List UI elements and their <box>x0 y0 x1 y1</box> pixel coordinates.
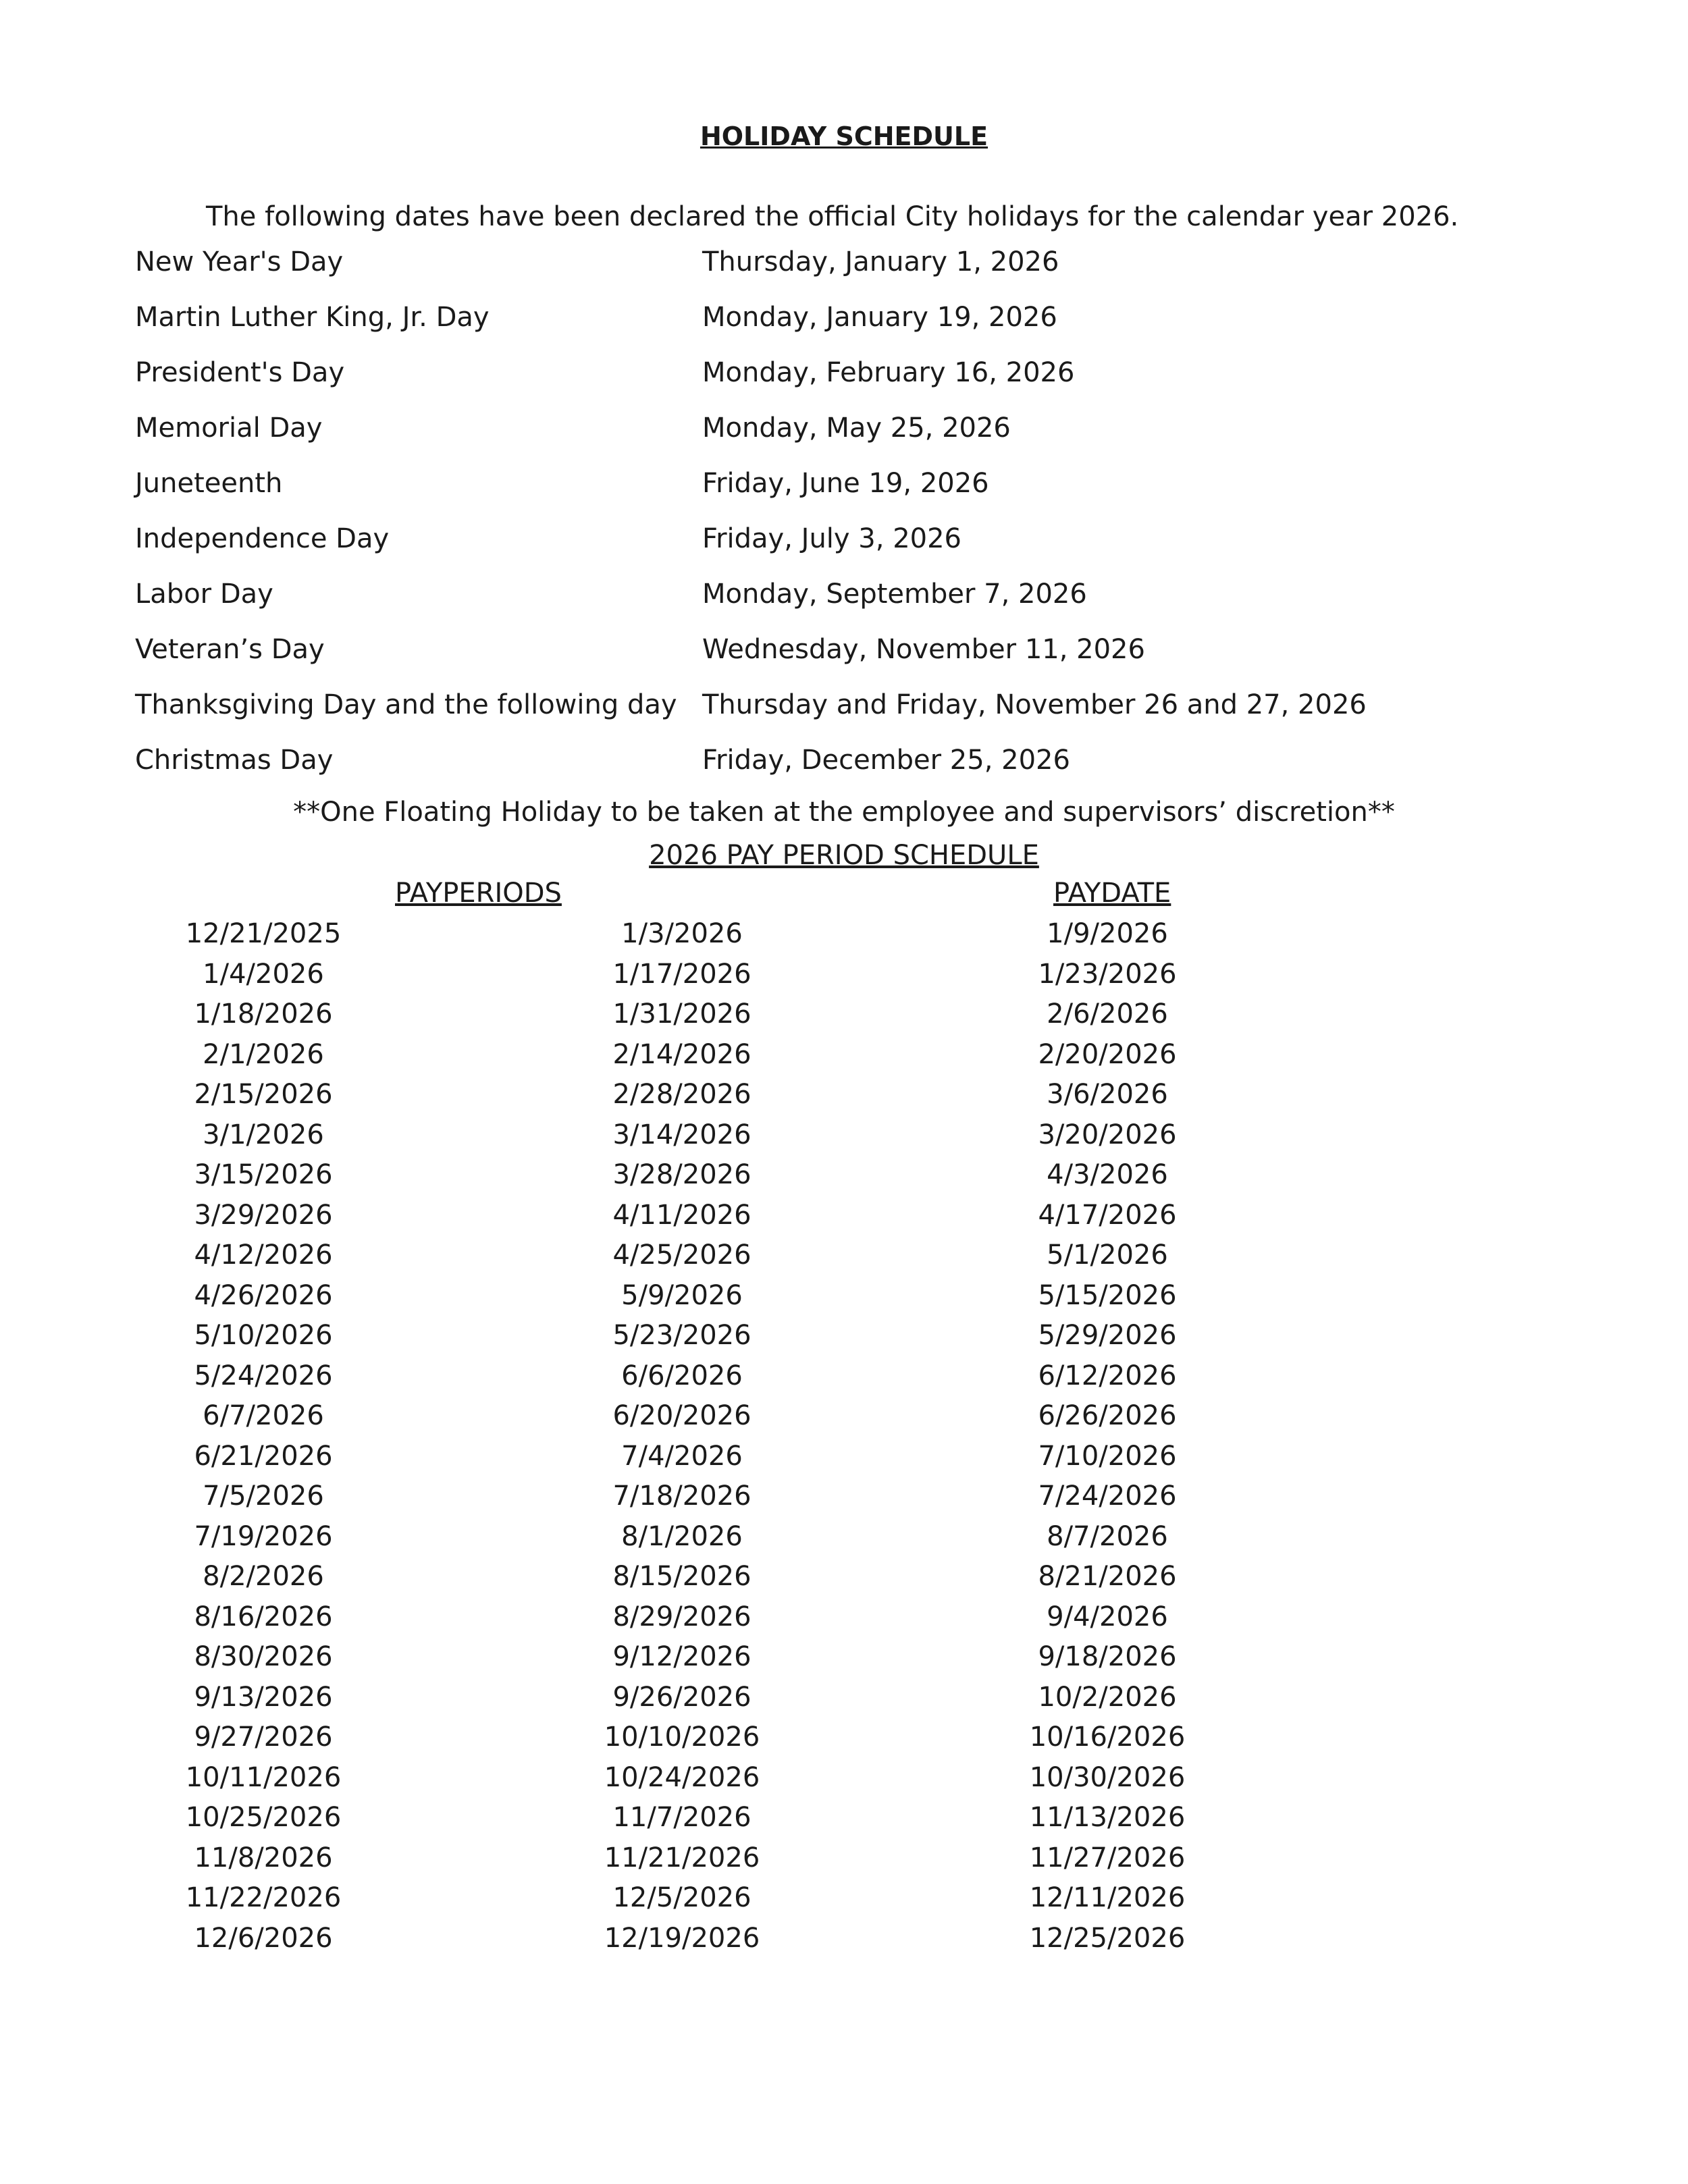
period-start-cell: 12/6/2026 <box>194 1922 333 1954</box>
paydate-cell: 11/13/2026 <box>1029 1802 1186 1833</box>
table-row <box>0 1400 1688 1440</box>
holiday-name: Martin Luther King, Jr. Day <box>135 302 490 333</box>
period-end-cell: 5/9/2026 <box>621 1279 743 1311</box>
paydate-cell: 4/17/2026 <box>1038 1199 1177 1231</box>
period-start-cell: 6/7/2026 <box>203 1400 324 1431</box>
payperiods-header: PAYPERIODS <box>395 878 562 909</box>
floating-holiday-note: **One Floating Holiday to be taken at the employee and supervisors’ discretion** <box>293 797 1395 828</box>
holiday-date: Monday, February 16, 2026 <box>702 357 1075 388</box>
paydate-cell: 5/1/2026 <box>1047 1240 1168 1271</box>
holiday-name: Memorial Day <box>135 412 323 444</box>
table-row <box>0 1441 1688 1481</box>
table-row <box>0 1119 1688 1159</box>
paydate-cell: 9/4/2026 <box>1047 1601 1168 1632</box>
period-end-cell: 3/14/2026 <box>612 1119 751 1150</box>
table-row <box>0 1561 1688 1601</box>
table-row <box>0 1682 1688 1722</box>
period-start-cell: 3/29/2026 <box>194 1199 333 1231</box>
paydate-cell: 3/6/2026 <box>1047 1079 1168 1110</box>
period-start-cell: 2/15/2026 <box>194 1079 333 1110</box>
period-start-cell: 9/13/2026 <box>194 1681 333 1713</box>
table-row <box>0 998 1688 1038</box>
holiday-name: Christmas Day <box>135 745 334 776</box>
period-end-cell: 12/19/2026 <box>604 1922 760 1954</box>
holiday-name: Thanksgiving Day and the following day <box>135 689 677 720</box>
period-end-cell: 2/14/2026 <box>612 1038 751 1070</box>
paydate-header: PAYDATE <box>1053 878 1171 909</box>
period-end-cell: 9/26/2026 <box>612 1681 751 1713</box>
holiday-schedule-title: HOLIDAY SCHEDULE <box>700 122 988 151</box>
period-start-cell: 1/4/2026 <box>203 958 324 990</box>
table-row <box>0 1601 1688 1641</box>
table-row <box>0 1762 1688 1802</box>
period-end-cell: 11/7/2026 <box>612 1802 751 1833</box>
period-start-cell: 7/19/2026 <box>194 1520 333 1552</box>
period-start-cell: 11/8/2026 <box>194 1842 333 1873</box>
paydate-cell: 10/2/2026 <box>1038 1681 1177 1713</box>
holiday-date: Friday, June 19, 2026 <box>702 468 989 499</box>
period-end-cell: 10/24/2026 <box>604 1761 760 1793</box>
table-row <box>0 1240 1688 1279</box>
holiday-name: Labor Day <box>135 579 273 610</box>
period-end-cell: 10/10/2026 <box>604 1722 760 1753</box>
paydate-cell: 6/26/2026 <box>1038 1400 1177 1431</box>
period-start-cell: 8/2/2026 <box>203 1561 324 1592</box>
period-end-cell: 7/18/2026 <box>612 1481 751 1512</box>
table-row <box>0 1481 1688 1520</box>
table-row <box>0 1882 1688 1922</box>
table-row <box>0 1039 1688 1079</box>
period-start-cell: 8/30/2026 <box>194 1641 333 1672</box>
period-end-cell: 7/4/2026 <box>621 1440 743 1472</box>
period-end-cell: 1/3/2026 <box>621 918 743 949</box>
table-row <box>0 1320 1688 1360</box>
table-row <box>0 1521 1688 1561</box>
holiday-date: Friday, December 25, 2026 <box>702 745 1070 776</box>
period-start-cell: 3/1/2026 <box>203 1119 324 1150</box>
table-row <box>0 1280 1688 1320</box>
paydate-cell: 2/20/2026 <box>1038 1038 1177 1070</box>
paydate-cell: 4/3/2026 <box>1047 1159 1168 1190</box>
paydate-cell: 9/18/2026 <box>1038 1641 1177 1672</box>
table-row <box>0 1722 1688 1761</box>
period-start-cell: 11/22/2026 <box>185 1882 342 1913</box>
holiday-date: Monday, May 25, 2026 <box>702 412 1011 444</box>
period-end-cell: 8/29/2026 <box>612 1601 751 1632</box>
holiday-date: Monday, January 19, 2026 <box>702 302 1057 333</box>
period-end-cell: 11/21/2026 <box>604 1842 760 1873</box>
table-row <box>0 959 1688 998</box>
period-start-cell: 4/12/2026 <box>194 1240 333 1271</box>
period-end-cell: 6/6/2026 <box>621 1360 743 1391</box>
period-end-cell: 4/11/2026 <box>612 1199 751 1231</box>
period-end-cell: 2/28/2026 <box>612 1079 751 1110</box>
paydate-cell: 7/24/2026 <box>1038 1481 1177 1512</box>
period-end-cell: 3/28/2026 <box>612 1159 751 1190</box>
holiday-date: Monday, September 7, 2026 <box>702 579 1087 610</box>
period-end-cell: 8/1/2026 <box>621 1520 743 1552</box>
period-start-cell: 2/1/2026 <box>203 1038 324 1070</box>
paydate-cell: 5/29/2026 <box>1038 1320 1177 1351</box>
table-row <box>0 1200 1688 1240</box>
period-start-cell: 3/15/2026 <box>194 1159 333 1190</box>
holiday-name: President's Day <box>135 357 345 388</box>
table-row <box>0 1079 1688 1119</box>
paydate-cell: 6/12/2026 <box>1038 1360 1177 1391</box>
period-end-cell: 12/5/2026 <box>612 1882 751 1913</box>
table-row <box>0 1159 1688 1199</box>
period-start-cell: 6/21/2026 <box>194 1440 333 1472</box>
holiday-name: Juneteenth <box>135 468 283 499</box>
paydate-cell: 12/11/2026 <box>1029 1882 1186 1913</box>
paydate-cell: 7/10/2026 <box>1038 1440 1177 1472</box>
period-end-cell: 5/23/2026 <box>612 1320 751 1351</box>
table-row <box>0 1641 1688 1681</box>
paydate-cell: 2/6/2026 <box>1047 998 1168 1030</box>
holiday-date: Wednesday, November 11, 2026 <box>702 634 1145 665</box>
period-start-cell: 8/16/2026 <box>194 1601 333 1632</box>
period-start-cell: 7/5/2026 <box>203 1481 324 1512</box>
paydate-cell: 8/21/2026 <box>1038 1561 1177 1592</box>
period-start-cell: 5/10/2026 <box>194 1320 333 1351</box>
paydate-cell: 5/15/2026 <box>1038 1279 1177 1311</box>
holiday-intro-text: The following dates have been declared the official City holidays for the calendar year 2026. <box>206 201 1459 232</box>
period-end-cell: 6/20/2026 <box>612 1400 751 1431</box>
paydate-cell: 11/27/2026 <box>1029 1842 1186 1873</box>
holiday-date: Friday, July 3, 2026 <box>702 523 961 554</box>
period-end-cell: 1/17/2026 <box>612 958 751 990</box>
paydate-cell: 12/25/2026 <box>1029 1922 1186 1954</box>
paydate-cell: 3/20/2026 <box>1038 1119 1177 1150</box>
table-row <box>0 1360 1688 1400</box>
paydate-cell: 10/16/2026 <box>1029 1722 1186 1753</box>
period-end-cell: 1/31/2026 <box>612 998 751 1030</box>
holiday-name: New Year's Day <box>135 246 344 277</box>
table-row <box>0 1923 1688 1963</box>
period-start-cell: 1/18/2026 <box>194 998 333 1030</box>
holiday-date: Thursday and Friday, November 26 and 27, 2026 <box>702 689 1367 720</box>
paydate-cell: 1/9/2026 <box>1047 918 1168 949</box>
period-end-cell: 9/12/2026 <box>612 1641 751 1672</box>
pay-period-schedule-title: 2026 PAY PERIOD SCHEDULE <box>649 840 1039 871</box>
table-row <box>0 918 1688 958</box>
paydate-cell: 10/30/2026 <box>1029 1761 1186 1793</box>
period-start-cell: 4/26/2026 <box>194 1279 333 1311</box>
period-start-cell: 5/24/2026 <box>194 1360 333 1391</box>
period-end-cell: 4/25/2026 <box>612 1240 751 1271</box>
period-start-cell: 10/11/2026 <box>185 1761 342 1793</box>
period-start-cell: 12/21/2025 <box>185 918 342 949</box>
period-start-cell: 9/27/2026 <box>194 1722 333 1753</box>
period-start-cell: 10/25/2026 <box>185 1802 342 1833</box>
period-end-cell: 8/15/2026 <box>612 1561 751 1592</box>
table-row <box>0 1842 1688 1882</box>
paydate-cell: 8/7/2026 <box>1047 1520 1168 1552</box>
paydate-cell: 1/23/2026 <box>1038 958 1177 990</box>
holiday-name: Independence Day <box>135 523 390 554</box>
holiday-date: Thursday, January 1, 2026 <box>702 246 1059 277</box>
holiday-name: Veteran’s Day <box>135 634 325 665</box>
table-row <box>0 1802 1688 1842</box>
